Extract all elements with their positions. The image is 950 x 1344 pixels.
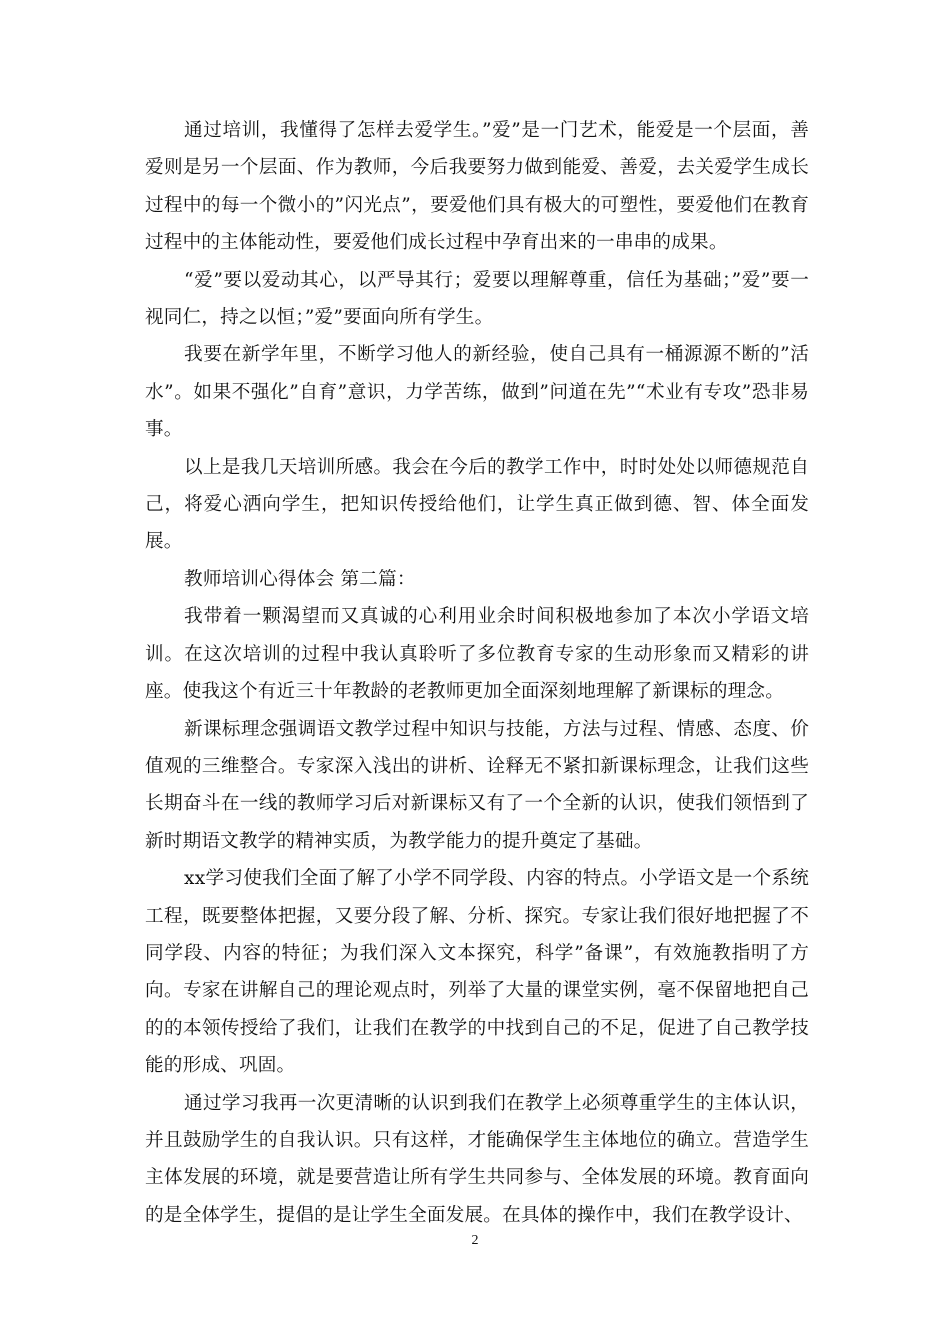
document-body [145, 112, 809, 1234]
paragraph: 以上是我几天培训所感。我会在今后的教学工作中，时时处处以师德规范自己，将爱心洒向学生，把知识传授给他们，让学生真正做到德、智、体全面发展。 [145, 456, 809, 553]
page-number: 2 [471, 1233, 479, 1248]
paragraph: 我要在新学年里，不断学习他人的新经验，使自己具有一桶源源不断的”活水”。如果不强化”自育”意识，力学苦练，做到”问道在先”“术业有专攻”恐非易事。 [145, 344, 809, 441]
section-heading: 教师培训心得体会 第二篇： [184, 568, 416, 590]
paragraph: 我带着一颗渴望而又真诚的心利用业余时间积极地参加了本次小学语文培训。在这次培训的过程中我认真聆听了多位教育专家的生动形象而又精彩的讲座。使我这个有近三十年教龄的老教师更加全面深刻地理解了新课标的理念。 [145, 606, 809, 703]
paragraph: 通过培训，我懂得了怎样去爱学生。”爱”是一门艺术，能爱是一个层面，善爱则是另一个层面、作为教师，今后我要努力做到能爱、善爱，去关爱学生成长过程中的每一个微小的”闪光点”，要爱他们具有极大的可塑性，要爱他们在教育过程中的主体能动性，要爱他们成长过程中孕育出来的一串串的成果。 [145, 120, 809, 254]
paragraph: “爱”要以爱动其心，以严导其行；爱要以理解尊重，信任为基础；”爱”要一视同仁，持之以恒；”爱”要面向所有学生。 [145, 269, 809, 329]
paragraph: 通过学习我再一次更清晰的认识到我们在教学上必须尊重学生的主体认识，并且鼓励学生的自我认识。只有这样，才能确保学生主体地位的确立。营造学生主体发展的环境，就是要营造让所有学生共同参与、全体发展的环境。教育面向的是全体学生，提倡的是让学生全面发展。在具体的操作中，我们在教学设计、 [145, 1092, 809, 1226]
paragraph: xx学习使我们全面了解了小学不同学段、内容的特点。小学语文是一个系统工程，既要整体把握，又要分段了解、分析、探究。专家让我们很好地把握了不同学段、内容的特征；为我们深入文本探究，科学”备课”，有效施教指明了方向。专家在讲解自己的理论观点时，列举了大量的课堂实例，毫不保留地把自己的的本领传授给了我们，让我们在教学的中找到自己的不足，促进了自己教学技能的形成、巩固。 [145, 868, 809, 1077]
paragraph: 新课标理念强调语文教学过程中知识与技能，方法与过程、情感、态度、价值观的三维整合。专家深入浅出的讲析、诠释无不紧扣新课标理念，让我们这些长期奋斗在一线的教师学习后对新课标又有了一个全新的认识，使我们领悟到了新时期语文教学的精神实质，为教学能力的提升奠定了基础。 [145, 718, 809, 852]
